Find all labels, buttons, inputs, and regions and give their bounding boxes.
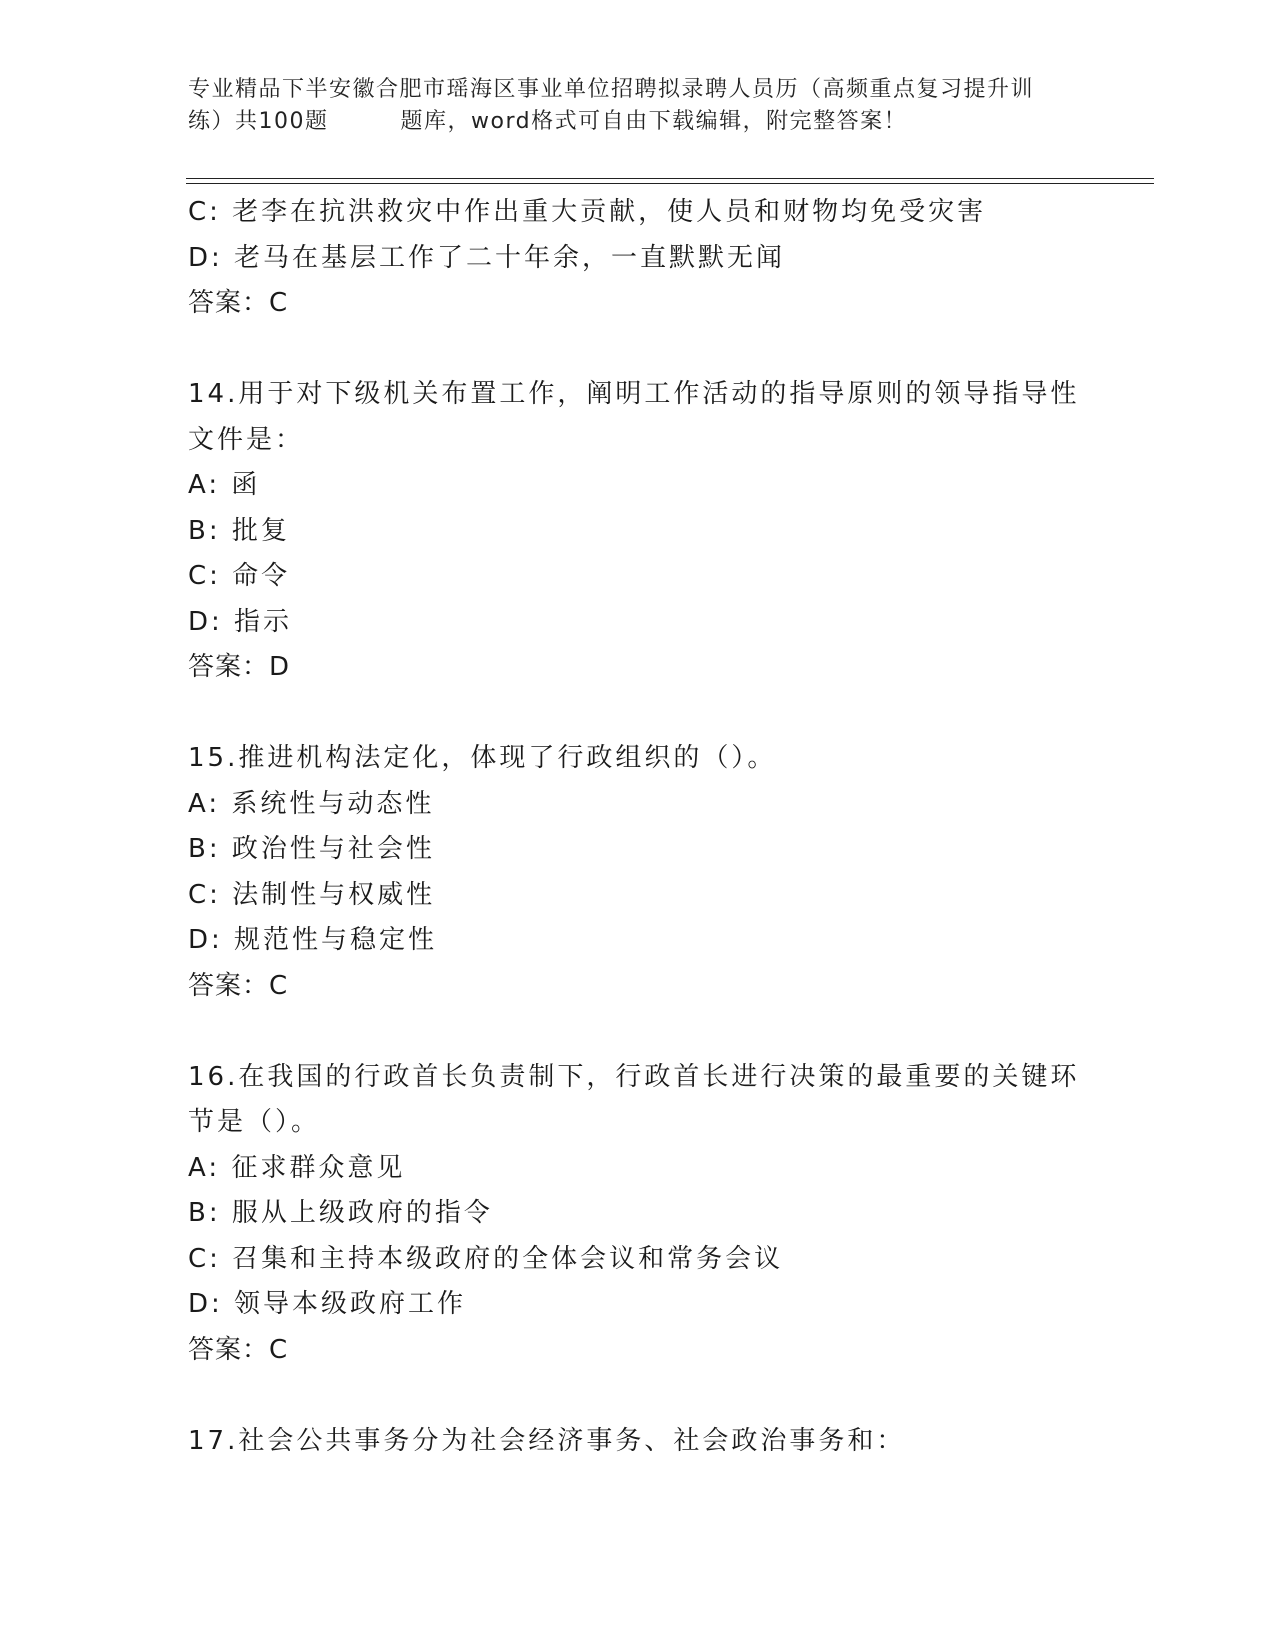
header-line-2b: 题库，word格式可自由下载编辑，附完整答案！ [400,109,908,134]
q16-stem-line-1: 16.在我国的行政首长负责制下，行政首长进行决策的最重要的关键环 [188,1061,1080,1092]
q14-option-a: A: 函 [188,470,261,500]
header-line-2a: 练）共100题 [188,109,329,134]
q16-stem-line-2: 节是（）。 [188,1107,321,1137]
q16-option-b: B: 服从上级政府的指令 [188,1198,493,1228]
q15-option-d: D: 规范性与稳定性 [188,925,438,955]
header-rule-top [186,178,1154,179]
q14-stem-line-1: 14.用于对下级机关布置工作，阐明工作活动的指导原则的领导指导性 [188,379,1080,409]
q16-option-d: D: 领导本级政府工作 [188,1289,467,1319]
header-rule-bottom [186,183,1154,184]
q14-option-c: C: 命令 [188,561,291,591]
q17-stem-line-1: 17.社会公共事务分为社会经济事务、社会政治事务和： [188,1425,906,1456]
q16-option-c: C: 召集和主持本级政府的全体会议和常务会议 [188,1243,784,1274]
q14-answer: 答案：D [188,652,291,682]
header-line-2 [188,106,1088,138]
q13-option-d: D: 老马在基层工作了二十年余，一直默默无闻 [188,242,786,273]
question-list [188,190,1088,1464]
q16-option-a: A: 征求群众意见 [188,1152,406,1183]
q15-option-b: B: 政治性与社会性 [188,834,435,864]
q14-stem-line-2: 文件是： [188,424,305,455]
q14-option-b: B: 批复 [188,515,290,546]
page-header [188,74,1088,138]
q13-answer: 答案：C [188,288,289,318]
q15-answer: 答案：C [188,970,289,1001]
q14-option-d: D: 指示 [188,606,293,637]
header-line-1: 专业精品下半安徽合肥市瑶海区事业单位招聘拟录聘人员历（高频重点复习提升训 [188,77,1035,102]
q16-answer: 答案：C [188,1334,289,1365]
q15-stem-line-1: 15.推进机构法定化，体现了行政组织的（）。 [188,743,777,773]
q13-option-c: C: 老李在抗洪救灾中作出重大贡献，使人员和财物均免受灾害 [188,197,987,227]
q15-option-a: A: 系统性与动态性 [188,788,435,819]
q15-option-c: C: 法制性与权威性 [188,879,436,910]
